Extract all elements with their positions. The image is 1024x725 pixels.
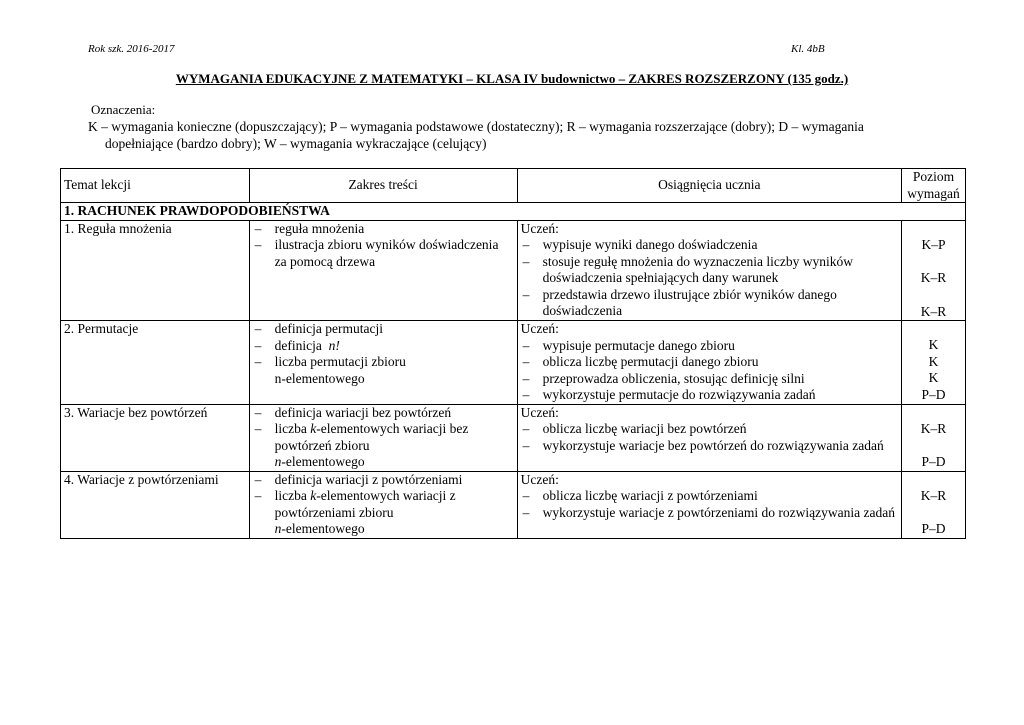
scope-text: -elementowego bbox=[281, 454, 365, 469]
scope-text: liczba bbox=[274, 421, 307, 436]
section-row bbox=[61, 203, 966, 221]
scope-item: – definicja wariacji bez powtórzeń bbox=[253, 405, 514, 422]
level-value: P–D bbox=[921, 454, 946, 469]
table-row bbox=[61, 404, 966, 471]
level-value: K–P bbox=[921, 236, 946, 252]
row-achievements bbox=[517, 471, 901, 538]
row-levels bbox=[902, 321, 966, 405]
scope-text: -elementowych wariacji z powtórzeniami zbioru bbox=[274, 488, 456, 520]
achievement-item: – przedstawia drzewo ilustrujące zbiór wyników danego doświadczenia bbox=[521, 287, 898, 320]
achievements-intro: Uczeń: bbox=[520, 321, 559, 336]
achievement-item: – wypisuje permutacje danego zbioru bbox=[521, 338, 898, 355]
row-levels bbox=[902, 404, 966, 471]
legend-line-2: dopełniające (bardzo dobry); W – wymagania wykraczające (celujący) bbox=[105, 136, 487, 151]
row-levels bbox=[902, 471, 966, 538]
scope-math: k bbox=[310, 488, 317, 503]
row-achievements bbox=[517, 321, 901, 405]
achievement-item: – stosuje regułę mnożenia do wyznaczenia liczby wyników doświadczenia spełniających dany warunek bbox=[521, 254, 898, 287]
header-achievements: Osiągnięcia ucznia bbox=[517, 169, 901, 203]
scope-text: -elementowego bbox=[281, 521, 365, 536]
scope-item: – ilustracja zbioru wyników doświadczenia za pomocą drzewa bbox=[253, 237, 514, 270]
level-value: P–D bbox=[921, 521, 946, 536]
achievements-intro: Uczeń: bbox=[520, 471, 559, 487]
scope-math: k bbox=[310, 421, 317, 436]
scope-math: n bbox=[274, 454, 282, 469]
table-row bbox=[61, 471, 966, 538]
header-scope: Zakres treści bbox=[249, 169, 517, 203]
achievement-item: – przeprowadza obliczenia, stosując definicję silni bbox=[521, 371, 898, 388]
scope-item bbox=[253, 338, 514, 355]
requirements-table bbox=[60, 168, 966, 539]
scope-text: -elementowych wariacji bez powtórzeń zbioru bbox=[274, 421, 469, 453]
achievement-item: – wypisuje wyniki danego doświadczenia bbox=[521, 237, 898, 254]
level-value: K bbox=[928, 353, 939, 369]
row-scope bbox=[249, 321, 517, 405]
table-header-row bbox=[61, 169, 966, 203]
legend-line-1: K – wymagania konieczne (dopuszczający); P – wymagania podstawowe (dostateczny); R – wymagania rozszerzające (dobry); D – wymagania bbox=[88, 119, 864, 134]
row-scope bbox=[249, 471, 517, 538]
row-achievements bbox=[517, 404, 901, 471]
table-row bbox=[61, 220, 966, 321]
class-label: Kl. 4bB bbox=[791, 43, 825, 55]
level-value: K bbox=[928, 337, 939, 352]
achievements-intro: Uczeń: bbox=[520, 404, 559, 420]
row-achievements bbox=[517, 220, 901, 321]
document-title: WYMAGANIA EDUKACYJNE Z MATEMATYKI – KLASA IV budownictwo – ZAKRES ROZSZERZONY (135 godz.) bbox=[175, 71, 849, 86]
achievement-item: – wykorzystuje wariacje z powtórzeniami do rozwiązywania zadań bbox=[521, 505, 898, 522]
table-row bbox=[61, 321, 966, 405]
level-value: P–D bbox=[921, 386, 946, 402]
section-title: 1. RACHUNEK PRAWDOPODOBIEŃSTWA bbox=[61, 203, 966, 221]
achievement-item: – oblicza liczbę wariacji bez powtórzeń bbox=[521, 421, 898, 438]
row-topic: 3. Wariacje bez powtórzeń bbox=[61, 404, 250, 471]
scope-item bbox=[253, 488, 514, 538]
scope-item: – definicja permutacji bbox=[253, 321, 514, 338]
level-value: K–R bbox=[920, 487, 947, 503]
level-value: K bbox=[928, 370, 939, 385]
row-levels bbox=[902, 220, 966, 321]
row-scope bbox=[249, 404, 517, 471]
scope-item: – definicja wariacji z powtórzeniami bbox=[253, 472, 514, 489]
legend-text bbox=[88, 118, 968, 152]
level-value: K–R bbox=[920, 303, 947, 319]
achievement-item: – oblicza liczbę permutacji danego zbioru bbox=[521, 354, 898, 371]
scope-math: n! bbox=[328, 337, 340, 353]
school-year: Rok szk. 2016-2017 bbox=[88, 43, 175, 55]
row-topic: 2. Permutacje bbox=[61, 321, 250, 405]
level-value: K–R bbox=[920, 270, 947, 285]
scope-item bbox=[253, 354, 514, 387]
header-level: Poziom wymagań bbox=[902, 169, 966, 203]
scope-text: liczba bbox=[274, 488, 307, 503]
row-topic: 4. Wariacje z powtórzeniami bbox=[61, 471, 250, 538]
row-scope bbox=[249, 220, 517, 321]
level-value: K–R bbox=[920, 420, 947, 436]
scope-text: definicja bbox=[274, 337, 322, 353]
achievement-item: – wykorzystuje wariacje bez powtórzeń do rozwiązywania zadań bbox=[521, 438, 898, 455]
header-topic: Temat lekcji bbox=[61, 169, 250, 203]
legend-label: Oznaczenia: bbox=[91, 102, 156, 117]
achievement-item: – oblicza liczbę wariacji z powtórzeniami bbox=[521, 488, 898, 505]
scope-math: n bbox=[274, 521, 282, 536]
scope-item bbox=[253, 421, 514, 471]
achievement-item: – wykorzystuje permutacje do rozwiązywania zadań bbox=[521, 387, 898, 404]
scope-text: n-elementowego bbox=[274, 370, 365, 386]
achievements-intro: Uczeń: bbox=[520, 220, 559, 236]
scope-item: – reguła mnożenia bbox=[253, 221, 514, 238]
scope-text: liczba permutacji zbioru bbox=[274, 354, 406, 369]
row-topic: 1. Reguła mnożenia bbox=[61, 220, 250, 321]
